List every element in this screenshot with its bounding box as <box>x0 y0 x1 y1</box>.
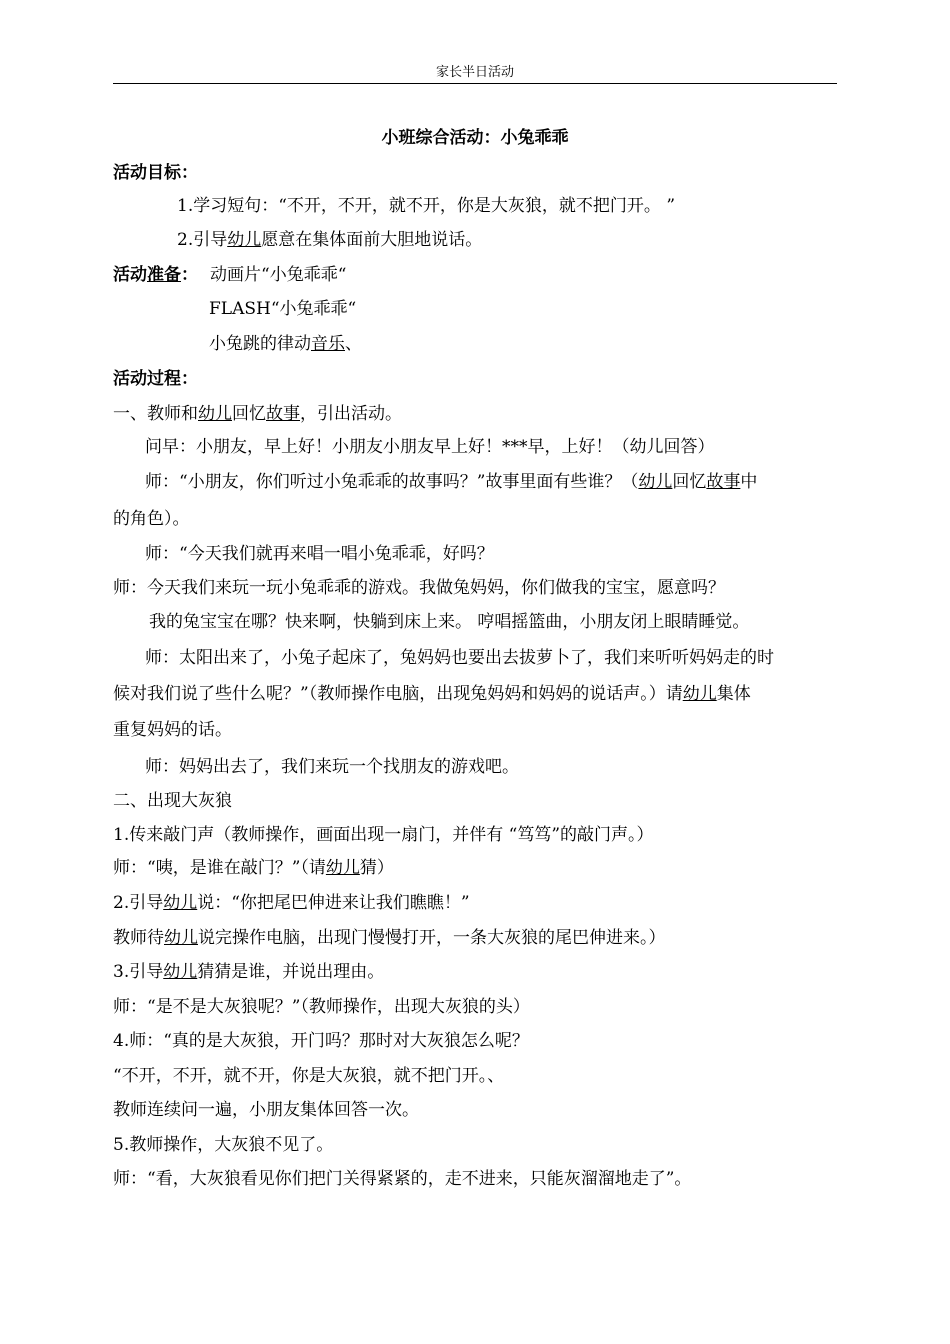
paragraph-line: 师：“看，大灰狼看见你们把门关得紧紧的，走不进来，只能灰溜溜地走了”。 <box>113 1169 692 1189</box>
paragraph-line: 师：今天我们来玩一玩小兔乖乖的游戏。我做兔妈妈，你们做我的宝宝，愿意吗？ <box>113 578 725 598</box>
paragraph-line: 4.师：“真的是大灰狼，开门吗？那时对大灰狼怎么呢？ <box>113 1031 529 1051</box>
prep-item-2: FLASH“小兔乖乖“ <box>209 299 357 319</box>
paragraph-line: 5.教师操作，大灰狼不见了。 <box>113 1135 334 1155</box>
header-rule <box>113 83 837 84</box>
paragraph-line: 1.传来敲门声（教师操作，画面出现一扇门，并伴有 “笃笃”的敲门声。） <box>113 825 654 845</box>
paragraph-line: 的角色）。 <box>113 509 190 529</box>
goal-item-2: 2.引导幼儿愿意在集体面前大胆地说话。 <box>177 230 483 250</box>
paragraph-line: 2.引导幼儿说：“你把尾巴伸进来让我们瞧瞧！” <box>113 893 470 913</box>
prep-item-3: 小兔跳的律动音乐、 <box>209 334 362 354</box>
prep-heading: 活动准备： <box>113 265 198 285</box>
paragraph-line: 师：太阳出来了，小兔子起床了，兔妈妈也要出去拔萝卜了，我们来听听妈妈走的时 <box>145 648 774 668</box>
document-title: 小班综合活动：小兔乖乖 <box>381 128 569 148</box>
goal-item-1: 1.学习短句：“不开，不开，就不开，你是大灰狼，就不把门开。 ” <box>177 196 676 216</box>
paragraph-line: “不开，不开，就不开，你是大灰狼，就不把门开。、 <box>113 1066 505 1086</box>
paragraph-line: 师：妈妈出去了，我们来玩一个找朋友的游戏吧。 <box>145 757 519 777</box>
paragraph-line: 教师待幼儿说完操作电脑，出现门慢慢打开，一条大灰狼的尾巴伸进来。） <box>113 928 666 948</box>
paragraph-line: 师：“小朋友，你们听过小兔乖乖的故事吗？”故事里面有些谁？（幼儿回忆故事中 <box>145 472 758 492</box>
paragraph-line: 3.引导幼儿猜猜是谁，并说出理由。 <box>113 962 385 982</box>
section-2-heading: 二、出现大灰狼 <box>113 791 232 811</box>
page-header: 家长半日活动 <box>435 65 514 80</box>
section-1-heading: 一、教师和幼儿回忆故事，引出活动。 <box>113 404 402 424</box>
prep-item-1: 动画片“小兔乖乖“ <box>210 265 347 285</box>
goals-heading: 活动目标： <box>113 163 198 183</box>
paragraph-line: 教师连续问一遍，小朋友集体回答一次。 <box>113 1100 419 1120</box>
paragraph-line: 重复妈妈的话。 <box>113 720 232 740</box>
prep-line-1 <box>113 264 837 286</box>
paragraph-line: 师：“是不是大灰狼呢？”（教师操作，出现大灰狼的头） <box>113 997 530 1017</box>
paragraph-line: 师：“咦，是谁在敲门？”（请幼儿猜） <box>113 858 394 878</box>
underlined-term: 幼儿 <box>227 230 262 250</box>
paragraph-line: 我的兔宝宝在哪？快来啊，快躺到床上来。 哼唱摇篮曲，小朋友闭上眼睛睡觉。 <box>149 612 750 632</box>
paragraph-line: 师：“今天我们就再来唱一唱小兔乖乖，好吗？ <box>145 544 494 564</box>
paragraph-line: 候对我们说了些什么呢？”（教师操作电脑，出现兔妈妈和妈妈的说话声。）请幼儿集体 <box>113 684 751 704</box>
process-heading: 活动过程： <box>113 369 198 389</box>
paragraph-line: 问早：小朋友，早上好！小朋友小朋友早上好！***早，上好！（幼儿回答） <box>145 437 715 457</box>
